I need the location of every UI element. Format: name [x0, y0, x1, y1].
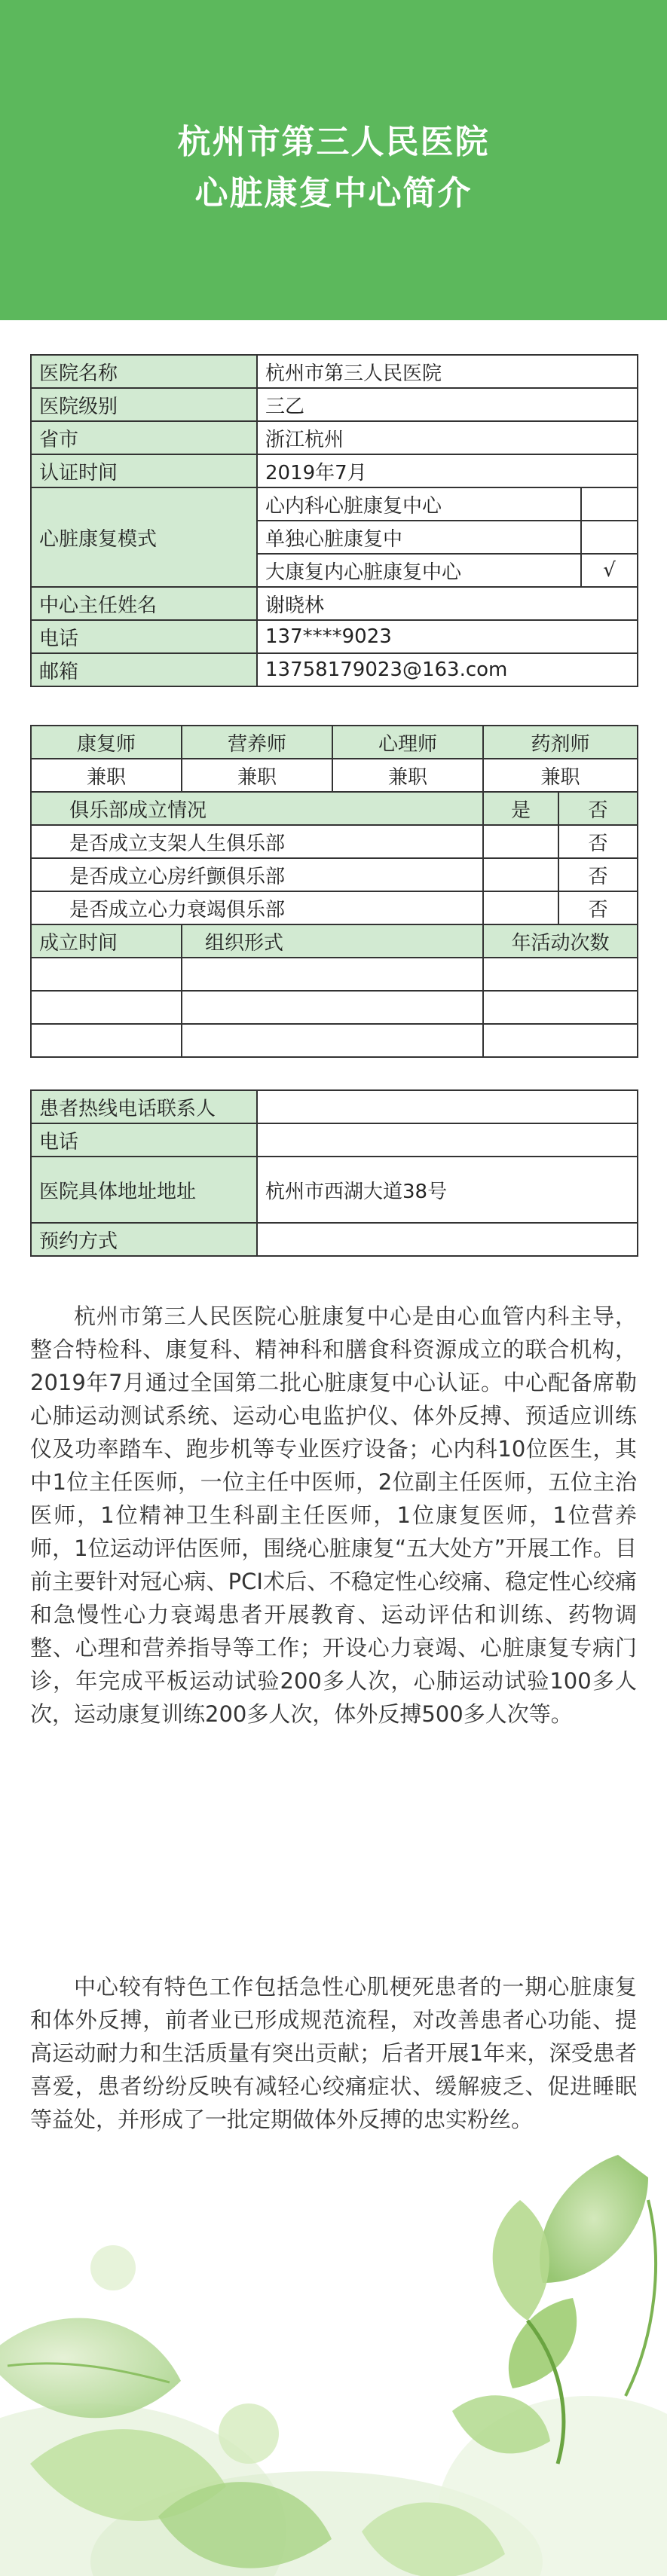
- table-row: [31, 1223, 638, 1256]
- club-label: 是否成立心房纤颤俱乐部: [31, 858, 483, 891]
- title-banner: [0, 0, 667, 320]
- mode-option: 单独心脏康复中: [257, 521, 581, 554]
- contact-phone-label: 电话: [31, 1123, 257, 1157]
- staff-header-nutrition: 营养师: [182, 726, 332, 759]
- activity-header-count: 年活动次数: [483, 924, 638, 958]
- mode-label: 心脏康复模式: [31, 487, 257, 587]
- intro-paragraph-1: [30, 1300, 637, 1731]
- staff-header-psych: 心理师: [332, 726, 483, 759]
- mode-check: √: [581, 554, 638, 587]
- table-row: [31, 454, 638, 487]
- table-row: [31, 825, 638, 858]
- paragraph-text: 杭州市第三人民医院心脏康复中心是由心血管内科主导，整合特检科、康复科、精神科和膳食科资源成立的联合机构，2019年7月通过全国第二批心脏康复中心认证。中心配备席勒心肺运动测试系统、运动心电监护仪、体外反搏、预适应训练仪及功率踏车、跑步机等专业医疗设备；心内科10位医生，其中1位主任医师，一位主任中医师，2位副主任医师，五位主治医师，1位精神卫生科副主任医师，1位康复医师，1位营养师，1位运动评估医师，围绕心脏康复“五大处方”开展工作。目前主要针对冠心病、PCI术后、不稳定性心绞痛、稳定性心绞痛和急慢性心力衰竭患者开展教育、运动评估和训练、药物调整、心理和营养指导等工作；开设心力衰竭、心脏康复专病门诊，年完成平板运动试验200多人次，心肺运动试验100多人次，运动康复训练200多人次，体外反搏500多人次等。: [30, 1303, 637, 1727]
- club-header: 俱乐部成立情况: [31, 792, 483, 825]
- phone-label: 电话: [31, 620, 257, 653]
- basic-info-table: [30, 354, 638, 687]
- table-row: [31, 958, 638, 991]
- activity-header-time: 成立时间: [31, 924, 182, 958]
- mode-check: [581, 521, 638, 554]
- table-row: [31, 1090, 638, 1123]
- mode-option: 大康复内心脏康复中心: [257, 554, 581, 587]
- table-row: [31, 388, 638, 421]
- hospital-level-label: 医院级别: [31, 388, 257, 421]
- leaf-illustration: [0, 2110, 667, 2576]
- table-row: [31, 759, 638, 792]
- staff-header-rehab: 康复师: [31, 726, 182, 759]
- staff-value: 兼职: [332, 759, 483, 792]
- club-label: 是否成立心力衰竭俱乐部: [31, 891, 483, 924]
- paragraph-text: 中心较有特色工作包括急性心肌梗死患者的一期心脏康复和体外反搏，前者业已形成规范流程，对改善患者心功能、提高运动耐力和生活质量有突出贡献；后者开展1年来，深受患者喜爱，患者纷纷反映有减轻心绞痛症状、缓解疲乏、促进睡眠等益处，并形成了一批定期做体外反搏的忠实粉丝。: [30, 1974, 637, 2132]
- staff-header-pharma: 药剂师: [483, 726, 638, 759]
- club-no: 否: [558, 891, 638, 924]
- email-value: 13758179023@163.com: [257, 653, 638, 686]
- staff-value: 兼职: [483, 759, 638, 792]
- club-yes-header: 是: [483, 792, 558, 825]
- hospital-name-value: 杭州市第三人民医院: [257, 355, 638, 388]
- hotline-label: 患者热线电话联系人: [31, 1090, 257, 1123]
- table-row: [31, 1157, 638, 1223]
- table-row: [31, 924, 638, 958]
- booking-label: 预约方式: [31, 1223, 257, 1256]
- table-row: [31, 858, 638, 891]
- activity-header-form: 组织形式: [182, 924, 483, 958]
- title-line-2: 心脏康复中心简介: [194, 173, 473, 212]
- contact-table: [30, 1089, 638, 1257]
- table-row: [31, 421, 638, 454]
- club-yes: [483, 858, 558, 891]
- province-city-value: 浙江杭州: [257, 421, 638, 454]
- table-row: [31, 726, 638, 759]
- table-row: [31, 891, 638, 924]
- table-row: [31, 487, 638, 521]
- club-label: 是否成立支架人生俱乐部: [31, 825, 483, 858]
- cert-time-label: 认证时间: [31, 454, 257, 487]
- title-line-1: 杭州市第三人民医院: [177, 122, 490, 161]
- director-label: 中心主任姓名: [31, 587, 257, 620]
- phone-value: 137****9023: [257, 620, 638, 653]
- club-yes: [483, 825, 558, 858]
- table-row: [31, 355, 638, 388]
- hospital-name-label: 医院名称: [31, 355, 257, 388]
- mode-option: 心内科心脏康复中心: [257, 487, 581, 521]
- staff-value: 兼职: [31, 759, 182, 792]
- club-no: 否: [558, 858, 638, 891]
- province-city-label: 省市: [31, 421, 257, 454]
- club-no-header: 否: [558, 792, 638, 825]
- staff-club-table: [30, 725, 638, 1058]
- club-yes: [483, 891, 558, 924]
- cert-time-value: 2019年7月: [257, 454, 638, 487]
- address-value: 杭州市西湖大道38号: [257, 1157, 638, 1223]
- club-no: 否: [558, 825, 638, 858]
- table-row: [31, 587, 638, 620]
- table-row: [31, 620, 638, 653]
- hospital-level-value: 三乙: [257, 388, 638, 421]
- table-row: [31, 991, 638, 1024]
- table-row: [31, 792, 638, 825]
- table-row: [31, 1024, 638, 1057]
- table-row: [31, 1123, 638, 1157]
- mode-check: [581, 487, 638, 521]
- director-value: 谢晓林: [257, 587, 638, 620]
- email-label: 邮箱: [31, 653, 257, 686]
- address-label: 医院具体地址地址: [31, 1157, 257, 1223]
- table-row: [31, 653, 638, 686]
- staff-value: 兼职: [182, 759, 332, 792]
